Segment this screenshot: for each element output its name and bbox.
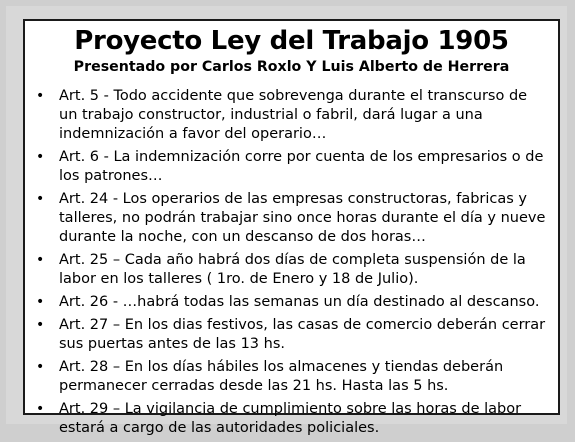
article-text: Art. 26 - …habrá todas las semanas un día destinado al descanso. — [59, 294, 540, 310]
bullet-icon: • — [36, 149, 45, 165]
document-title: Proyecto Ley del Trabajo 1905 — [74, 26, 509, 56]
bullet-icon: • — [36, 191, 45, 207]
bullet-icon: • — [36, 88, 45, 104]
document-card — [23, 19, 560, 436]
document-subtitle: Presentado por Carlos Roxlo Y Luis Alberto de Herrera — [73, 59, 510, 75]
bullet-icon: • — [36, 359, 45, 375]
article-item — [34, 316, 550, 354]
article-item — [34, 400, 550, 438]
bullet-icon: • — [36, 252, 45, 268]
article-text: Art. 28 – En los días hábiles los almacenes y tiendas deberán permanecer cerradas desde las 21 hs. Hasta las 5 hs. — [59, 359, 504, 394]
article-text: Art. 6 - La indemnización corre por cuenta de los empresarios o de los patrones… — [59, 149, 544, 184]
article-item — [34, 87, 550, 144]
bullet-icon: • — [36, 317, 45, 333]
article-item — [34, 293, 550, 312]
bullet-icon: • — [36, 401, 45, 417]
articles-list — [34, 87, 550, 442]
article-text: Art. 27 – En los dias festivos, las casas de comercio deberán cerrar sus puertas antes de las 13 hs. — [59, 317, 546, 352]
slide-frame — [6, 6, 567, 436]
bullet-icon: • — [36, 294, 45, 310]
article-item — [34, 190, 550, 247]
article-text: Art. 5 - Todo accidente que sobrevenga durante el transcurso de un trabajo constructor, industrial o fabril, dará lugar a una indemnización a favor del operario… — [59, 88, 528, 142]
article-item — [34, 358, 550, 396]
article-text: Art. 24 - Los operarios de las empresas constructoras, fabricas y talleres, no podrán trabajar sino once horas durante el día y nueve durante la noche, con un descanso de dos horas… — [59, 191, 546, 245]
article-item — [34, 148, 550, 186]
article-item — [34, 251, 550, 289]
article-text: Art. 25 – Cada año habrá dos días de completa suspensión de la labor en los talleres ( 1ro. de Enero y 18 de Julio). — [59, 252, 526, 287]
article-text: Art. 29 – La vigilancia de cumplimiento sobre las horas de labor estará a cargo de las autoridades policiales. — [59, 401, 522, 436]
